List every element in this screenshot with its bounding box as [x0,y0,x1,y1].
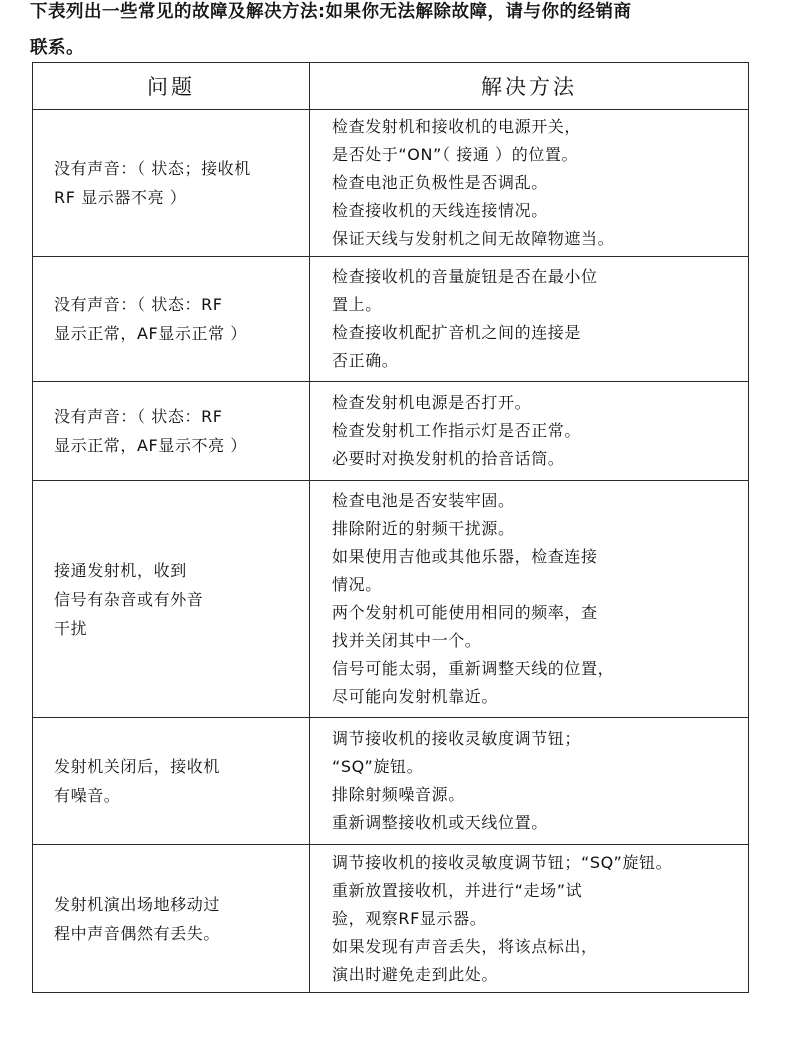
solution-cell [310,718,749,845]
solution-line: 检查接收机配扩音机之间的连接是 [332,323,582,342]
solution-line: 调节接收机的接收灵敏度调节钮； [332,729,582,748]
problem-line: RF 显示器不亮 ） [54,188,187,207]
problem-cell [33,110,310,257]
problem-line: 发射机关闭后，接收机 [54,757,221,776]
solution-line: 置上。 [332,295,382,314]
solution-line: 如果使用吉他或其他乐器，检查连接 [332,547,598,566]
solution-line: 排除附近的射频干扰源。 [332,519,515,538]
solution-cell [310,110,749,257]
solution-cell [310,481,749,718]
table-header-row [33,63,749,110]
troubleshooting-table [32,62,749,993]
problem-line: 没有声音：（ 状态；接收机 [54,159,251,178]
table-row [33,718,749,845]
solution-line: 检查电池正负极性是否调乱。 [332,173,548,192]
table-row [33,845,749,993]
solution-line: 必要时对换发射机的拾音话筒。 [332,449,565,468]
problem-line: 显示正常，AF显示不亮 ） [54,436,248,455]
solution-line: 演出时避免走到此处。 [332,964,499,984]
solution-line: 尽可能向发射机靠近。 [332,687,499,706]
solution-line: 验，观察RF显示器。 [332,908,487,928]
solution-line: 重新调整接收机或天线位置。 [332,813,548,832]
problem-line: 有噪音。 [54,786,121,805]
problem-line: 接通发射机，收到 [54,560,187,580]
solution-line: 找并关闭其中一个。 [332,631,482,650]
problem-line: 没有声音：（ 状态：RF [54,407,223,426]
solution-line: 情况。 [332,575,382,594]
solution-line: 重新放置接收机，并进行“走场”试 [332,880,583,900]
solution-line: “SQ”旋钮。 [332,757,424,776]
problem-line: 程中声音偶然有丢失。 [54,923,221,943]
table-row [33,257,749,382]
solution-line: 保证天线与发射机之间无故障物遮当。 [332,229,615,248]
problem-cell [33,718,310,845]
header-problem: 问题 [33,63,310,110]
intro-line-1: 下表列出一些常见的故障及解决方法:如果你无法解除故障，请与你的经销商 [30,2,632,22]
problem-line: 信号有杂音或有外音 [54,589,204,609]
intro-line-2: 联系。 [30,38,84,58]
table-row [33,382,749,481]
solution-line: 检查电池是否安装牢固。 [332,491,515,510]
solution-cell [310,257,749,382]
problem-cell [33,481,310,718]
solution-line: 检查发射机工作指示灯是否正常。 [332,421,582,440]
solution-line: 检查接收机的音量旋钮是否在最小位 [332,267,598,286]
solution-line: 两个发射机可能使用相同的频率，查 [332,603,598,622]
solution-line: 排除射频噪音源。 [332,785,465,804]
table-row [33,110,749,257]
solution-line: 否正确。 [332,351,399,370]
intro-text [30,0,780,66]
solution-line: 检查发射机电源是否打开。 [332,393,532,412]
solution-line: 检查发射机和接收机的电源开关， [332,117,582,136]
problem-cell [33,845,310,993]
table-row [33,481,749,718]
problem-line: 发射机演出场地移动过 [54,894,221,914]
problem-line: 干扰 [54,618,88,638]
solution-line: 信号可能太弱，重新调整天线的位置， [332,659,615,678]
solution-cell [310,845,749,993]
solution-line: 是否处于“ON”（ 接通 ）的位置。 [332,145,579,164]
solution-line: 检查接收机的天线连接情况。 [332,201,548,220]
problem-cell [33,257,310,382]
problem-line: 显示正常，AF显示正常 ） [54,324,248,343]
problem-line: 没有声音：（ 状态：RF [54,295,223,314]
problem-cell [33,382,310,481]
header-solution: 解决方法 [310,63,749,110]
solution-line: 如果发现有声音丢失，将该点标出， [332,936,598,956]
solution-line: 调节接收机的接收灵敏度调节钮；“SQ”旋钮。 [332,852,673,872]
solution-cell [310,382,749,481]
